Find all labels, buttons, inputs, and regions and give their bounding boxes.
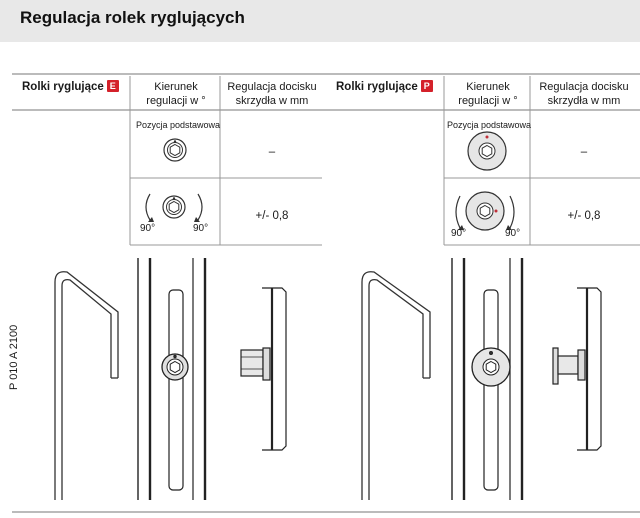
side-section-e [241,288,286,450]
badge-e: E [107,80,119,92]
handle-profile-e [55,272,118,500]
page-title: Regulacja rolek ryglujących [20,8,245,27]
panel-p-row2-value: +/- 0,8 [567,210,601,222]
frame-strip-p [452,258,522,500]
roller-p-rotation-icon [456,192,514,230]
panel-e-angle-right: 90° [193,223,209,234]
roller-p-base-icon [468,132,506,170]
panel-p-base-position-label: Pozycja podstawowa [446,120,532,130]
side-section-p [553,288,601,450]
direction-header-line1: Kierunek [466,81,510,93]
roller-e-rotation-icon [146,194,202,222]
panel-p-label-cell [336,80,433,94]
panel-p-angle-right: 90° [505,228,521,239]
panel-p-pressure-header [532,80,636,108]
panel-e-angle-left: 90° [140,223,156,234]
panel-e-label-cell [22,80,119,94]
panel-e-label: Rolki ryglujące [22,81,104,93]
direction-header-line2: regulacji w ° [146,95,206,107]
panel-e-row2-value: +/- 0,8 [255,210,289,222]
panel-p-label: Rolki ryglujące [336,81,418,93]
panel-p-angle-left: 90° [451,228,467,239]
document-code: P 010 A 2100 [8,324,20,390]
pressure-header-line2: skrzydła w mm [547,95,621,107]
panel-e-base-position-label: Pozycja podstawowa [135,120,221,130]
frame-strip-e [138,258,205,500]
panel-p-row1-value: – [580,146,588,158]
pressure-header-line2: skrzydła w mm [235,95,309,107]
panel-p-direction-header [446,80,530,108]
pressure-header-line1: Regulacja docisku [227,81,317,93]
panel-e-pressure-header [222,80,322,108]
badge-p: P [421,80,433,92]
direction-header-line1: Kierunek [154,81,198,93]
panel-e-direction-header [132,80,220,108]
handle-profile-p [362,272,430,500]
pressure-header-line1: Regulacja docisku [539,81,629,93]
panel-e-row1-value: – [268,146,276,158]
roller-e-base-icon [164,139,186,161]
direction-header-line2: regulacji w ° [458,95,518,107]
